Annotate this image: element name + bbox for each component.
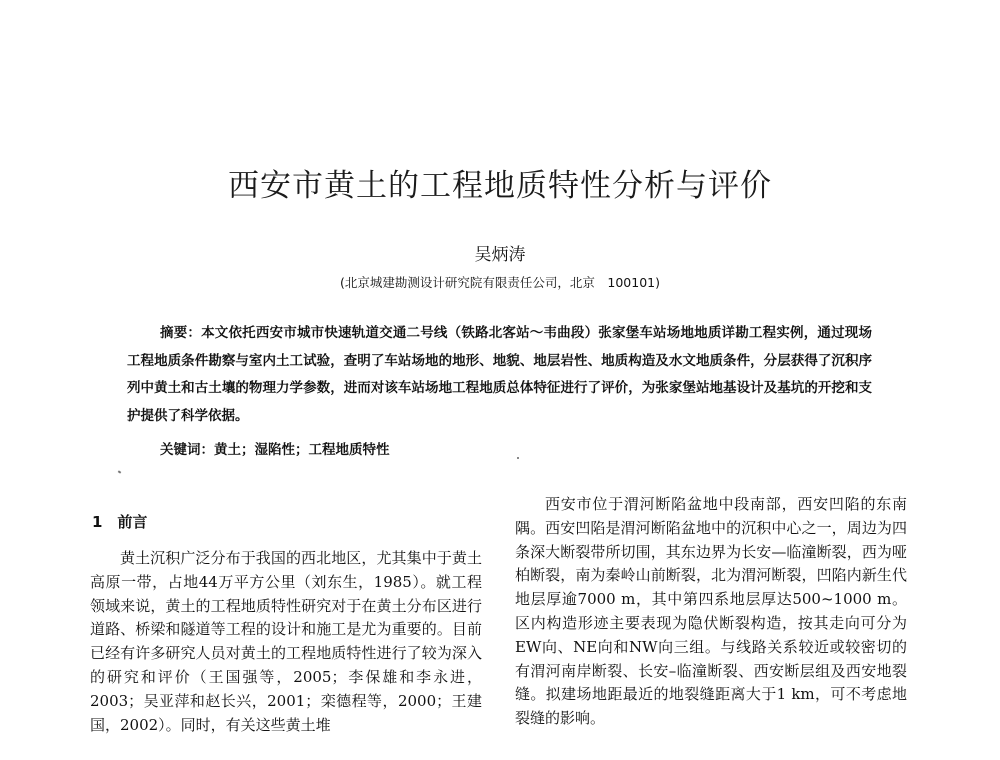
abstract: 摘要：本文依托西安市城市快速轨道交通二号线（铁路北客站～韦曲段）张家堡车站场地地质详勘工程实例，通过现场工程地质条件勘察与室内土工试验，查明了车站场地的地形、地貌、地层岩性、地质构造及水文地质条件，分层获得了沉积序列中黄土和古土壤的物理力学参数，进而对该车站场地工程地质总体特征进行了评价，为张家堡站地基设计及基坑的开挖和支护提供了科学依据。 [127,325,872,424]
scan-speck [517,457,519,459]
keywords: 关键词：黄土；湿陷性；工程地质特性 [160,442,390,458]
body-right-column: 西安市位于渭河断陷盆地中段南部，西安凹陷的东南隅。西安凹陷是渭河断陷盆地中的沉积中心之一，周边为四条深大断裂带所切围，其东边界为长安—临潼断裂，西为哑柏断裂，南为秦岭山前断裂，北为渭河断裂，凹陷内新生代地层厚逾7000 m，其中第四系地层厚达500~1000 m。区内构造形迹主要表现为隐伏断裂构造，按其走向可分为EW向、NE向和NW向三组。与线路关系较近或较密切的有渭河南岸断裂、长安–临潼断裂、西安断层组及西安地裂缝。拟建场地距最近的地裂缝距离大于1 km，可不考虑地裂缝的影响。 [515,495,907,728]
body-left-column: 黄土沉积广泛分布于我国的西北地区，尤其集中于黄土高原一带，占地44万平方公里（刘东生，1985）。就工程领域来说，黄土的工程地质特性研究对于在黄土分布区进行道路、桥梁和隧道等工程的设计和施工是尤为重要的。目前已经有许多研究人员对黄土的工程地质特性进行了较为深入的研究和评价（王国强等，2005；李保雄和李永进，2003；吴亚萍和赵长兴，2001；栾德程等，2000；王建国，2002）。同时，有关这些黄土堆 [90,549,482,734]
author-affiliation: (北京城建勘测设计研究院有限责任公司，北京 100101) [340,275,660,290]
author-name: 吴炳涛 [474,245,526,265]
scan-speck [118,470,122,473]
paper-title: 西安市黄土的工程地质特性分析与评价 [228,168,772,204]
section-heading-introduction: 1 前言 [92,513,148,531]
